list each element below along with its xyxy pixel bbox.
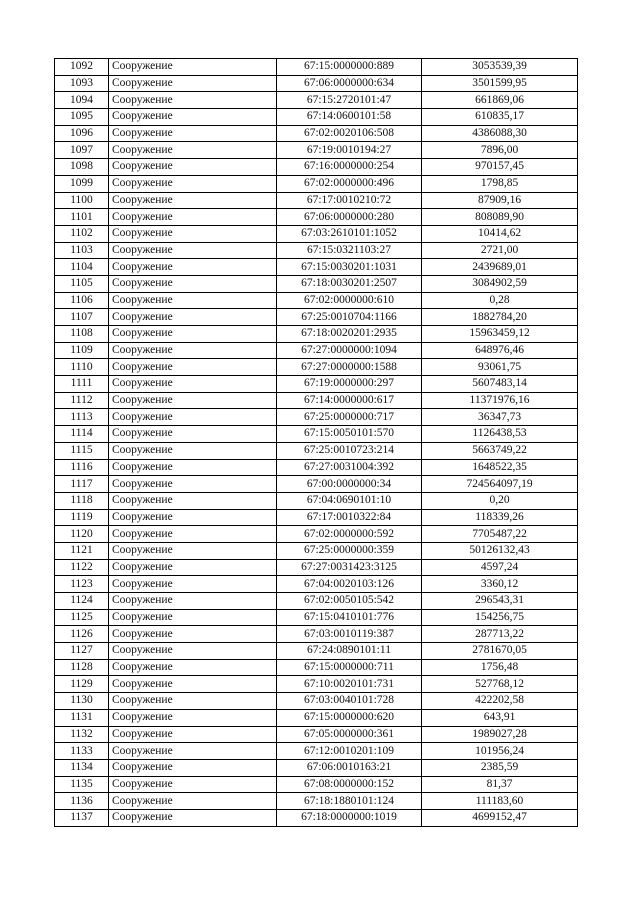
cadastral-value-cell: 93061,75 — [422, 359, 578, 376]
table-row — [55, 259, 578, 276]
object-type-cell: Сооружение — [109, 492, 277, 509]
cadastral-number-cell: 67:18:0000000:1019 — [277, 809, 422, 826]
object-type-cell: Сооружение — [109, 409, 277, 426]
cadastral-value-cell: 296543,31 — [422, 593, 578, 610]
cadastral-value-cell: 3053539,39 — [422, 59, 578, 76]
table-row — [55, 326, 578, 343]
object-type-cell: Сооружение — [109, 776, 277, 793]
row-number-cell: 1131 — [55, 709, 109, 726]
cadastral-value-cell: 118339,26 — [422, 509, 578, 526]
cadastral-value-cell: 3084902,59 — [422, 275, 578, 292]
object-type-cell: Сооружение — [109, 609, 277, 626]
cadastral-value-cell: 2439689,01 — [422, 259, 578, 276]
cadastral-number-cell: 67:00:0000000:34 — [277, 476, 422, 493]
cadastral-number-cell: 67:27:0000000:1588 — [277, 359, 422, 376]
table-row — [55, 142, 578, 159]
cadastral-number-cell: 67:27:0000000:1094 — [277, 342, 422, 359]
table-row — [55, 659, 578, 676]
cadastral-value-cell: 2781670,05 — [422, 643, 578, 660]
cadastral-number-cell: 67:08:0000000:152 — [277, 776, 422, 793]
cadastral-value-cell: 11371976,16 — [422, 392, 578, 409]
object-type-cell: Сооружение — [109, 242, 277, 259]
object-type-cell: Сооружение — [109, 359, 277, 376]
table-row — [55, 175, 578, 192]
cadastral-number-cell: 67:15:0410101:776 — [277, 609, 422, 626]
object-type-cell: Сооружение — [109, 442, 277, 459]
object-type-cell: Сооружение — [109, 509, 277, 526]
cadastral-value-cell: 87909,16 — [422, 192, 578, 209]
table-row — [55, 359, 578, 376]
row-number-cell: 1121 — [55, 542, 109, 559]
object-type-cell: Сооружение — [109, 259, 277, 276]
row-number-cell: 1123 — [55, 576, 109, 593]
row-number-cell: 1133 — [55, 743, 109, 760]
cadastral-value-cell: 422202,58 — [422, 693, 578, 710]
cadastral-number-cell: 67:17:0010210:72 — [277, 192, 422, 209]
object-type-cell: Сооружение — [109, 142, 277, 159]
cadastral-number-cell: 67:19:0000000:297 — [277, 376, 422, 393]
table-row — [55, 309, 578, 326]
table-row — [55, 676, 578, 693]
row-number-cell: 1117 — [55, 476, 109, 493]
row-number-cell: 1122 — [55, 559, 109, 576]
cadastral-number-cell: 67:06:0010163:21 — [277, 759, 422, 776]
cadastral-number-cell: 67:25:0010704:1166 — [277, 309, 422, 326]
registry-table — [54, 58, 578, 827]
row-number-cell: 1119 — [55, 509, 109, 526]
table-row — [55, 342, 578, 359]
table-row — [55, 759, 578, 776]
cadastral-number-cell: 67:04:0020103:126 — [277, 576, 422, 593]
cadastral-value-cell: 7896,00 — [422, 142, 578, 159]
table-row — [55, 409, 578, 426]
object-type-cell: Сооружение — [109, 342, 277, 359]
cadastral-value-cell: 643,91 — [422, 709, 578, 726]
cadastral-number-cell: 67:06:0000000:634 — [277, 75, 422, 92]
table-row — [55, 426, 578, 443]
table-row — [55, 125, 578, 142]
object-type-cell: Сооружение — [109, 92, 277, 109]
table-row — [55, 509, 578, 526]
object-type-cell: Сооружение — [109, 726, 277, 743]
registry-table-body — [55, 59, 578, 827]
table-row — [55, 242, 578, 259]
row-number-cell: 1095 — [55, 109, 109, 126]
row-number-cell: 1097 — [55, 142, 109, 159]
cadastral-number-cell: 67:15:0000000:620 — [277, 709, 422, 726]
table-row — [55, 292, 578, 309]
row-number-cell: 1135 — [55, 776, 109, 793]
cadastral-value-cell: 1989027,28 — [422, 726, 578, 743]
object-type-cell: Сооружение — [109, 426, 277, 443]
table-row — [55, 793, 578, 810]
cadastral-value-cell: 111183,60 — [422, 793, 578, 810]
cadastral-number-cell: 67:12:0010201:109 — [277, 743, 422, 760]
cadastral-number-cell: 67:05:0000000:361 — [277, 726, 422, 743]
object-type-cell: Сооружение — [109, 109, 277, 126]
cadastral-number-cell: 67:18:0020201:2935 — [277, 326, 422, 343]
object-type-cell: Сооружение — [109, 476, 277, 493]
cadastral-value-cell: 1126438,53 — [422, 426, 578, 443]
row-number-cell: 1093 — [55, 75, 109, 92]
object-type-cell: Сооружение — [109, 793, 277, 810]
row-number-cell: 1103 — [55, 242, 109, 259]
cadastral-number-cell: 67:14:0000000:617 — [277, 392, 422, 409]
row-number-cell: 1137 — [55, 809, 109, 826]
table-row — [55, 442, 578, 459]
cadastral-value-cell: 1798,85 — [422, 175, 578, 192]
cadastral-number-cell: 67:02:0020106:508 — [277, 125, 422, 142]
row-number-cell: 1126 — [55, 626, 109, 643]
row-number-cell: 1102 — [55, 225, 109, 242]
object-type-cell: Сооружение — [109, 275, 277, 292]
cadastral-number-cell: 67:03:0040101:728 — [277, 693, 422, 710]
object-type-cell: Сооружение — [109, 225, 277, 242]
object-type-cell: Сооружение — [109, 75, 277, 92]
row-number-cell: 1111 — [55, 376, 109, 393]
row-number-cell: 1112 — [55, 392, 109, 409]
cadastral-number-cell: 67:15:2720101:47 — [277, 92, 422, 109]
row-number-cell: 1113 — [55, 409, 109, 426]
cadastral-number-cell: 67:02:0000000:496 — [277, 175, 422, 192]
row-number-cell: 1101 — [55, 209, 109, 226]
table-row — [55, 192, 578, 209]
cadastral-number-cell: 67:24:0890101:11 — [277, 643, 422, 660]
cadastral-number-cell: 67:16:0000000:254 — [277, 159, 422, 176]
cadastral-number-cell: 67:27:0031004:392 — [277, 459, 422, 476]
cadastral-number-cell: 67:02:0000000:610 — [277, 292, 422, 309]
table-row — [55, 225, 578, 242]
table-row — [55, 643, 578, 660]
row-number-cell: 1127 — [55, 643, 109, 660]
table-row — [55, 159, 578, 176]
cadastral-value-cell: 36347,73 — [422, 409, 578, 426]
cadastral-number-cell: 67:15:0000000:711 — [277, 659, 422, 676]
cadastral-value-cell: 527768,12 — [422, 676, 578, 693]
object-type-cell: Сооружение — [109, 326, 277, 343]
object-type-cell: Сооружение — [109, 643, 277, 660]
row-number-cell: 1109 — [55, 342, 109, 359]
object-type-cell: Сооружение — [109, 593, 277, 610]
cadastral-value-cell: 154256,75 — [422, 609, 578, 626]
cadastral-value-cell: 15963459,12 — [422, 326, 578, 343]
cadastral-value-cell: 3360,12 — [422, 576, 578, 593]
row-number-cell: 1136 — [55, 793, 109, 810]
object-type-cell: Сооружение — [109, 659, 277, 676]
cadastral-value-cell: 648976,46 — [422, 342, 578, 359]
object-type-cell: Сооружение — [109, 59, 277, 76]
row-number-cell: 1100 — [55, 192, 109, 209]
row-number-cell: 1116 — [55, 459, 109, 476]
table-row — [55, 492, 578, 509]
cadastral-number-cell: 67:18:1880101:124 — [277, 793, 422, 810]
table-row — [55, 275, 578, 292]
table-row — [55, 743, 578, 760]
table-row — [55, 693, 578, 710]
table-row — [55, 776, 578, 793]
cadastral-value-cell: 0,20 — [422, 492, 578, 509]
object-type-cell: Сооружение — [109, 576, 277, 593]
cadastral-value-cell: 970157,45 — [422, 159, 578, 176]
table-row — [55, 59, 578, 76]
table-row — [55, 609, 578, 626]
object-type-cell: Сооружение — [109, 526, 277, 543]
cadastral-value-cell: 3501599,95 — [422, 75, 578, 92]
row-number-cell: 1104 — [55, 259, 109, 276]
table-row — [55, 209, 578, 226]
cadastral-number-cell: 67:10:0020101:731 — [277, 676, 422, 693]
cadastral-number-cell: 67:02:0050105:542 — [277, 593, 422, 610]
cadastral-number-cell: 67:17:0010322:84 — [277, 509, 422, 526]
cadastral-value-cell: 4699152,47 — [422, 809, 578, 826]
object-type-cell: Сооружение — [109, 292, 277, 309]
cadastral-value-cell: 1756,48 — [422, 659, 578, 676]
cadastral-number-cell: 67:25:0000000:359 — [277, 542, 422, 559]
object-type-cell: Сооружение — [109, 759, 277, 776]
cadastral-value-cell: 0,28 — [422, 292, 578, 309]
row-number-cell: 1114 — [55, 426, 109, 443]
object-type-cell: Сооружение — [109, 693, 277, 710]
table-row — [55, 92, 578, 109]
table-row — [55, 626, 578, 643]
object-type-cell: Сооружение — [109, 392, 277, 409]
object-type-cell: Сооружение — [109, 559, 277, 576]
row-number-cell: 1128 — [55, 659, 109, 676]
cadastral-value-cell: 1648522,35 — [422, 459, 578, 476]
cadastral-value-cell: 287713,22 — [422, 626, 578, 643]
cadastral-value-cell: 610835,17 — [422, 109, 578, 126]
cadastral-number-cell: 67:03:0010119:387 — [277, 626, 422, 643]
row-number-cell: 1105 — [55, 275, 109, 292]
cadastral-value-cell: 7705487,22 — [422, 526, 578, 543]
cadastral-number-cell: 67:15:0321103:27 — [277, 242, 422, 259]
table-row — [55, 726, 578, 743]
table-row — [55, 559, 578, 576]
row-number-cell: 1129 — [55, 676, 109, 693]
cadastral-value-cell: 4597,24 — [422, 559, 578, 576]
cadastral-number-cell: 67:25:0000000:717 — [277, 409, 422, 426]
cadastral-number-cell: 67:19:0010194:27 — [277, 142, 422, 159]
cadastral-value-cell: 1882784,20 — [422, 309, 578, 326]
cadastral-value-cell: 5607483,14 — [422, 376, 578, 393]
object-type-cell: Сооружение — [109, 626, 277, 643]
table-row — [55, 376, 578, 393]
cadastral-value-cell: 10414,62 — [422, 225, 578, 242]
cadastral-number-cell: 67:25:0010723:214 — [277, 442, 422, 459]
row-number-cell: 1134 — [55, 759, 109, 776]
object-type-cell: Сооружение — [109, 175, 277, 192]
cadastral-value-cell: 808089,90 — [422, 209, 578, 226]
cadastral-number-cell: 67:04:0690101:10 — [277, 492, 422, 509]
cadastral-number-cell: 67:02:0000000:592 — [277, 526, 422, 543]
object-type-cell: Сооружение — [109, 676, 277, 693]
row-number-cell: 1124 — [55, 593, 109, 610]
table-row — [55, 809, 578, 826]
cadastral-number-cell: 67:15:0030201:1031 — [277, 259, 422, 276]
row-number-cell: 1107 — [55, 309, 109, 326]
cadastral-number-cell: 67:06:0000000:280 — [277, 209, 422, 226]
row-number-cell: 1094 — [55, 92, 109, 109]
object-type-cell: Сооружение — [109, 376, 277, 393]
row-number-cell: 1106 — [55, 292, 109, 309]
cadastral-value-cell: 724564097,19 — [422, 476, 578, 493]
table-row — [55, 459, 578, 476]
row-number-cell: 1115 — [55, 442, 109, 459]
row-number-cell: 1130 — [55, 693, 109, 710]
table-row — [55, 542, 578, 559]
row-number-cell: 1110 — [55, 359, 109, 376]
table-row — [55, 709, 578, 726]
row-number-cell: 1125 — [55, 609, 109, 626]
cadastral-value-cell: 4386088,30 — [422, 125, 578, 142]
object-type-cell: Сооружение — [109, 459, 277, 476]
cadastral-number-cell: 67:27:0031423:3125 — [277, 559, 422, 576]
cadastral-number-cell: 67:15:0050101:570 — [277, 426, 422, 443]
object-type-cell: Сооружение — [109, 125, 277, 142]
cadastral-value-cell: 2385,59 — [422, 759, 578, 776]
object-type-cell: Сооружение — [109, 209, 277, 226]
object-type-cell: Сооружение — [109, 542, 277, 559]
object-type-cell: Сооружение — [109, 192, 277, 209]
object-type-cell: Сооружение — [109, 809, 277, 826]
table-row — [55, 75, 578, 92]
table-row — [55, 593, 578, 610]
cadastral-value-cell: 661869,06 — [422, 92, 578, 109]
table-row — [55, 109, 578, 126]
row-number-cell: 1132 — [55, 726, 109, 743]
object-type-cell: Сооружение — [109, 709, 277, 726]
row-number-cell: 1118 — [55, 492, 109, 509]
cadastral-number-cell: 67:14:0600101:58 — [277, 109, 422, 126]
cadastral-value-cell: 5663749,22 — [422, 442, 578, 459]
cadastral-value-cell: 2721,00 — [422, 242, 578, 259]
cadastral-number-cell: 67:15:0000000:889 — [277, 59, 422, 76]
cadastral-value-cell: 50126132,43 — [422, 542, 578, 559]
row-number-cell: 1092 — [55, 59, 109, 76]
table-row — [55, 476, 578, 493]
table-row — [55, 526, 578, 543]
row-number-cell: 1098 — [55, 159, 109, 176]
row-number-cell: 1096 — [55, 125, 109, 142]
object-type-cell: Сооружение — [109, 309, 277, 326]
cadastral-value-cell: 81,37 — [422, 776, 578, 793]
table-row — [55, 392, 578, 409]
cadastral-value-cell: 101956,24 — [422, 743, 578, 760]
cadastral-number-cell: 67:03:2610101:1052 — [277, 225, 422, 242]
cadastral-number-cell: 67:18:0030201:2507 — [277, 275, 422, 292]
table-row — [55, 576, 578, 593]
object-type-cell: Сооружение — [109, 743, 277, 760]
row-number-cell: 1099 — [55, 175, 109, 192]
row-number-cell: 1108 — [55, 326, 109, 343]
row-number-cell: 1120 — [55, 526, 109, 543]
object-type-cell: Сооружение — [109, 159, 277, 176]
